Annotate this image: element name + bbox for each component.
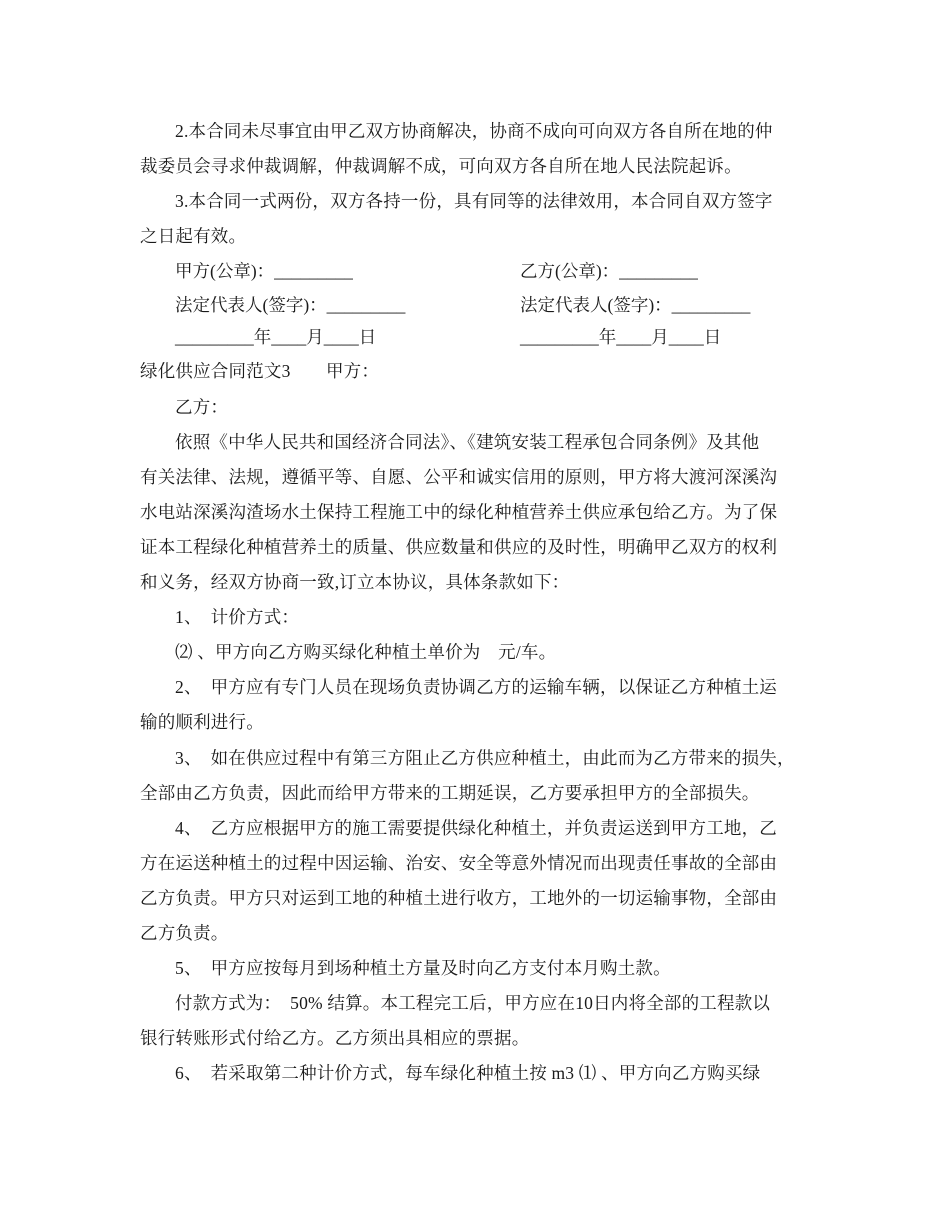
clause-line: 2、 甲方应有专门人员在现场负责协调乙方的运输车辆，以保证乙方种植土运 [175, 677, 777, 697]
clause-line: 全部由乙方负责，因此而给甲方带来的工期延误，乙方要承担甲方的全部损失。 [140, 783, 760, 803]
clause-line: 输的顺利进行。 [140, 712, 264, 732]
clause-line: 6、 若采取第二种计价方式，每车绿化种植土按 m3 ⑴ 、甲方向乙方购买绿 [175, 1063, 761, 1083]
clause-line: 3、 如在供应过程中有第三方阻止乙方供应种植土，由此而为乙方带来的损失， [175, 748, 795, 768]
party-b-date: _________年____月____日 [520, 327, 722, 347]
clause-line: 乙方负责。 [140, 923, 229, 943]
clause-heading: 1、 计价方式： [175, 607, 300, 627]
paragraph-line: 有关法律、法规，遵循平等、自愿、公平和诚实信用的原则，甲方将大渡河深溪沟 [140, 467, 778, 487]
party-a-seal: 甲方(公章)：_________ [175, 261, 353, 281]
paragraph-line: 水电站深溪沟渣场水土保持工程施工中的绿化种植营养土供应承包给乙方。为了保 [140, 502, 778, 522]
paragraph-line: 3.本合同一式两份，双方各持一份，具有同等的法律效用，本合同自双方签字 [175, 191, 773, 211]
party-b-seal: 乙方(公章)：_________ [520, 261, 698, 281]
paragraph-line: 依照《中华人民共和国经济合同法》、《建筑安装工程承包合同条例》及其他 [175, 432, 760, 452]
clause-line: 付款方式为： 50% 结算。本工程完工后，甲方应在10日内将全部的工程款以 [175, 993, 771, 1013]
clause-line: 4、 乙方应根据甲方的施工需要提供绿化种植土，并负责运送到甲方工地，乙 [175, 818, 777, 838]
clause-line: 银行转账形式付给乙方。乙方须出具相应的票据。 [140, 1028, 530, 1048]
paragraph-line: 2.本合同未尽事宜由甲乙双方协商解决，协商不成向可向双方各自所在地的仲 [175, 121, 773, 141]
party-a-date: _________年____月____日 [175, 327, 377, 347]
clause-line: ⑵ 、甲方向乙方购买绿化种植土单价为 元/车。 [175, 642, 557, 662]
party-b-representative: 法定代表人(签字)：_________ [520, 295, 751, 315]
paragraph-line: 证本工程绿化种植营养土的质量、供应数量和供应的及时性，明确甲乙双方的权利 [140, 537, 778, 557]
clause-line: 5、 甲方应按每月到场种植土方量及时向乙方支付本月购土款。 [175, 958, 671, 978]
paragraph-line: 乙方： [175, 397, 229, 417]
party-a-representative: 法定代表人(签字)：_________ [175, 295, 406, 315]
contract-title-line: 绿化供应合同范文3 甲方： [140, 361, 380, 381]
paragraph-line: 之日起有效。 [140, 226, 247, 246]
paragraph-line: 裁委员会寻求仲裁调解，仲裁调解不成，可向双方各自所在地人民法院起诉。 [140, 156, 742, 176]
clause-line: 乙方负责。甲方只对运到工地的种植土进行收方，工地外的一切运输事物，全部由 [140, 888, 778, 908]
clause-line: 方在运送种植土的过程中因运输、治安、安全等意外情况而出现责任事故的全部由 [140, 853, 778, 873]
paragraph-line: 和义务，经双方协商一致,订立本协议，具体条款如下： [140, 572, 570, 592]
